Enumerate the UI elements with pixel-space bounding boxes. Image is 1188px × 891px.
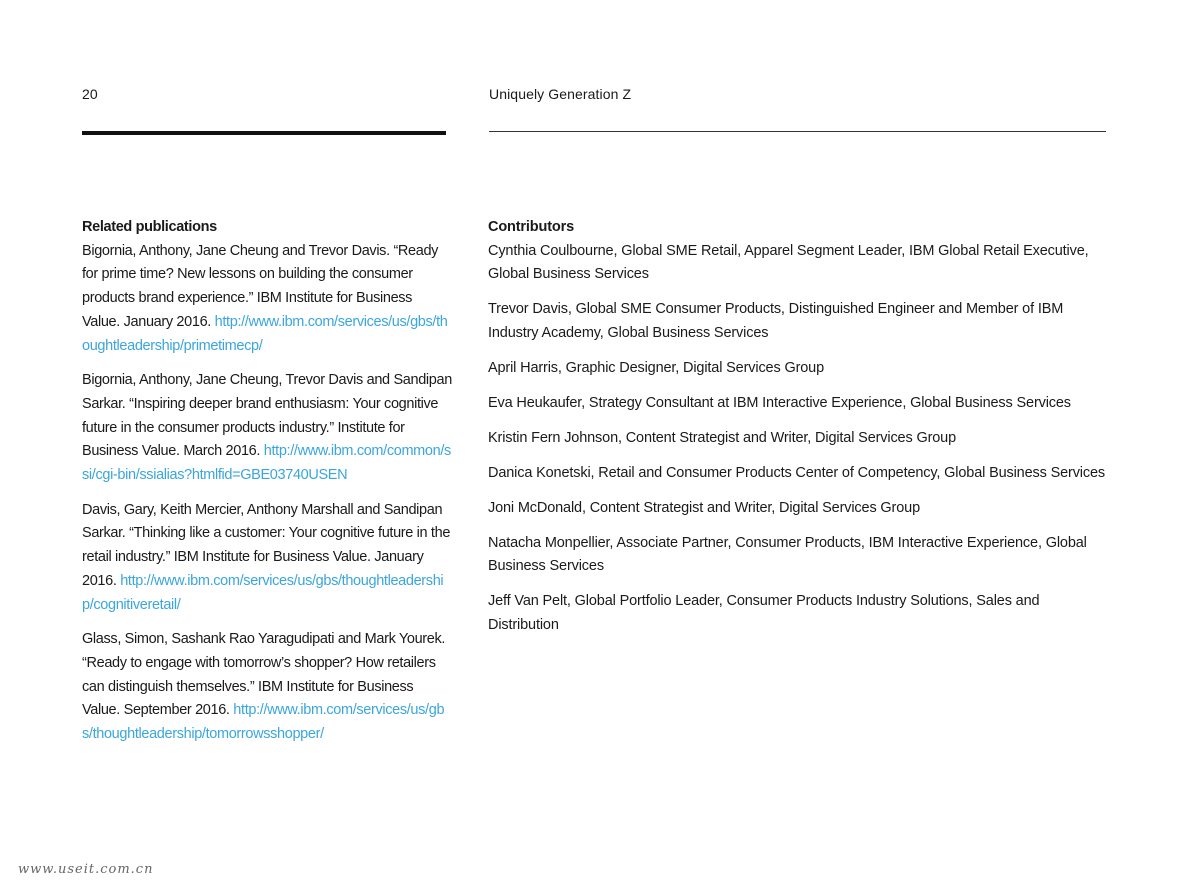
publication-citation: Bigornia, Anthony, Jane Cheung, Trevor Davis and Sandipan Sarkar. “Inspiring deeper brand enthusiasm: Your cognitive future in the consumer products industry.” Institute for Business Value. March 2016. [82, 372, 452, 460]
publication-link[interactable]: http://www.ibm.com/services/us/gbs/thoughtleadership/cognitiveretail/ [82, 572, 444, 613]
contributors-column [488, 216, 1108, 649]
contributor-entry: Eva Heukaufer, Strategy Consultant at IBM Interactive Experience, Global Business Services [488, 394, 1071, 411]
watermark: www.useit.com.cn [18, 862, 154, 877]
contributor-entry: Jeff Van Pelt, Global Portfolio Leader, Consumer Products Industry Solutions, Sales and Distribution [488, 593, 1040, 633]
publication-entry [82, 628, 452, 747]
right-divider-rule [489, 131, 1106, 132]
contributors-heading: Contributors [488, 219, 574, 235]
publication-citation: Davis, Gary, Keith Mercier, Anthony Marshall and Sandipan Sarkar. “Thinking like a customer: Your cognitive future in the retail industry.” IBM Institute for Business Value. January 2016. [82, 501, 451, 589]
related-publications-column [82, 216, 452, 758]
left-divider-rule [82, 131, 446, 135]
publication-entry [82, 499, 452, 618]
publication-citation: Bigornia, Anthony, Jane Cheung and Trevor Davis. “Ready for prime time? New lessons on building the consumer products brand experience.” IBM Institute for Business Value. January 2016. [82, 242, 439, 330]
contributor-entry: Joni McDonald, Content Strategist and Writer, Digital Services Group [488, 499, 920, 516]
publication-entry [82, 240, 452, 359]
page-number: 20 [82, 86, 98, 102]
contributor-entry: April Harris, Graphic Designer, Digital Services Group [488, 359, 824, 376]
publication-link[interactable]: http://www.ibm.com/services/us/gbs/thoughtleadership/tomorrowsshopper/ [82, 702, 445, 743]
running-title: Uniquely Generation Z [489, 86, 632, 102]
contributor-entry: Danica Konetski, Retail and Consumer Products Center of Competency, Global Business Services [488, 464, 1105, 481]
related-publications-heading: Related publications [82, 219, 217, 235]
publication-entry [82, 369, 452, 488]
contributor-entry: Trevor Davis, Global SME Consumer Products, Distinguished Engineer and Member of IBM Industry Academy, Global Business Services [488, 301, 1064, 341]
publication-link[interactable]: http://www.ibm.com/services/us/gbs/thoughtleadership/primetimecp/ [82, 313, 448, 354]
contributor-entry: Cynthia Coulbourne, Global SME Retail, Apparel Segment Leader, IBM Global Retail Executive, Global Business Services [488, 242, 1089, 282]
publication-link[interactable]: http://www.ibm.com/common/ssi/cgi-bin/ssialias?htmlfid=GBE03740USEN [82, 443, 451, 484]
publication-citation: Glass, Simon, Sashank Rao Yaragudipati and Mark Yourek. “Ready to engage with tomorrow’s shopper? How retailers can distinguish themselves.” IBM Institute for Business Value. September 2016. [82, 631, 446, 719]
contributor-entry: Kristin Fern Johnson, Content Strategist and Writer, Digital Services Group [488, 429, 957, 446]
contributor-entry: Natacha Monpellier, Associate Partner, Consumer Products, IBM Interactive Experience, Global Business Services [488, 534, 1087, 574]
